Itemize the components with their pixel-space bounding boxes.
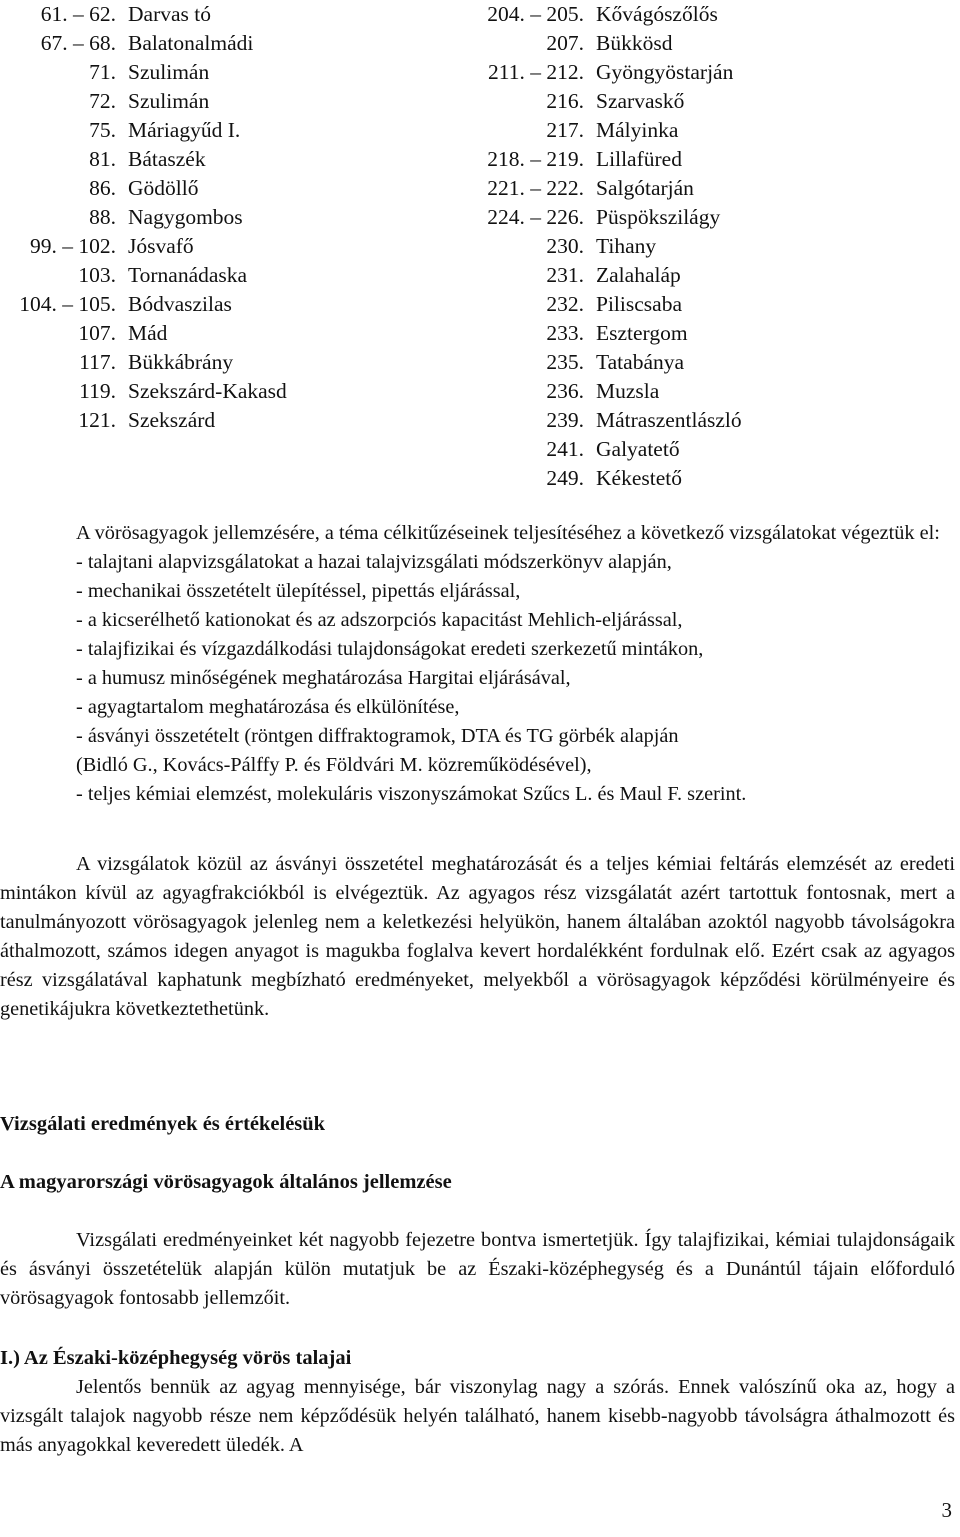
site-name: Kővágószőlős [596, 2, 718, 26]
site-number: 235. [546, 350, 584, 374]
site-name: Gyöngyöstarján [596, 60, 734, 84]
site-number: 231. [546, 263, 584, 287]
site-name: Szekszárd-Kakasd [128, 379, 287, 403]
results-paragraph: Vizsgálati eredményeinket két nagyobb fejezetre bontva ismertetjük. Így talajfizikai, kémiai tulajdonságaik és ásványi összetételük alapján külön mutatjuk be az Északi-középhegység és a Dunántúl tájain előforduló vörösagyagok fontosabb jellemzőit. [0, 1229, 955, 1309]
site-number: 221. – 222. [487, 176, 584, 200]
site-name: Tihany [596, 234, 657, 258]
site-number: 119. [79, 379, 116, 403]
site-number: 61. – 62. [40, 2, 116, 26]
site-row [440, 174, 742, 203]
site-name: Mátraszentlászló [596, 408, 742, 432]
site-row [440, 290, 742, 319]
site-number: 241. [546, 437, 584, 461]
site-row [440, 377, 742, 406]
site-row [0, 377, 287, 406]
site-name: Szarvaskő [596, 89, 685, 113]
site-number: 72. [89, 89, 116, 113]
site-name: Mályinka [596, 118, 679, 142]
site-row [440, 203, 742, 232]
site-row [0, 261, 287, 290]
site-name: Szekszárd [128, 408, 216, 432]
site-number: 239. [546, 408, 584, 432]
site-row [440, 435, 742, 464]
site-row [440, 58, 742, 87]
site-name: Lillafüred [596, 147, 682, 171]
site-name: Bátaszék [128, 147, 206, 171]
site-name: Tornanádaska [128, 263, 248, 287]
list-item: - talajfizikai és vízgazdálkodási tulajdonságokat eredeti szerkezetű mintákon, [76, 638, 704, 660]
site-number: 232. [546, 292, 584, 316]
site-number: 230. [546, 234, 584, 258]
site-number: 71. [89, 60, 116, 84]
site-name: Balatonalmádi [128, 31, 254, 55]
site-name: Püspökszilágy [596, 205, 721, 229]
site-name: Gödöllő [128, 176, 199, 200]
site-number: 233. [546, 321, 584, 345]
site-name: Kékestető [596, 466, 682, 490]
site-number: 207. [546, 31, 584, 55]
site-row [0, 145, 287, 174]
site-number: 218. – 219. [487, 147, 584, 171]
region-heading: I.) Az Északi-középhegység vörös talajai [0, 1347, 352, 1369]
site-row [440, 232, 742, 261]
region-paragraph: Jelentős bennük az agyag mennyisége, bár viszonylag nagy a szórás. Ennek valószínű oka az, hogy a vizsgált talajok nagyobb része nem képződésük helyén található, hanem kisebb-nagyobb távolságra áthalmozott és más anyagokkal keveredett üledék. A [0, 1376, 955, 1456]
site-row [440, 406, 742, 435]
site-row [0, 58, 287, 87]
site-number: 67. – 68. [40, 31, 116, 55]
list-item: - mechanikai összetételt ülepítéssel, pipettás eljárással, [76, 580, 521, 602]
intro-paragraph: A vörösagyagok jellemzésére, a téma célkitűzéseinek teljesítéséhez a következő vizsgálatokat végeztük el: [76, 522, 940, 544]
site-row [440, 319, 742, 348]
site-number: 211. – 212. [488, 60, 584, 84]
site-name: Nagygombos [128, 205, 243, 229]
site-row [440, 348, 742, 377]
list-item: - talajtani alapvizsgálatokat a hazai talajvizsgálati módszerkönyv alapján, [76, 551, 672, 573]
subsection-heading: A magyarországi vörösagyagok általános jellemzése [0, 1171, 452, 1193]
site-number: 224. – 226. [487, 205, 584, 229]
site-name: Muzsla [596, 379, 660, 403]
site-row [440, 116, 742, 145]
list-item: - teljes kémiai elemzést, molekuláris viszonyszámokat Szűcs L. és Maul F. szerint. [76, 783, 747, 805]
site-row [0, 319, 287, 348]
site-number: 121. [78, 408, 116, 432]
site-name: Szulimán [128, 60, 210, 84]
site-name: Bükkábrány [128, 350, 234, 374]
site-row [440, 464, 742, 493]
site-row [0, 290, 287, 319]
site-row [0, 116, 287, 145]
site-row [440, 0, 742, 29]
site-list-left [0, 0, 287, 435]
list-item: - a kicserélhető kationokat és az adszorpciós kapacitást Mehlich-eljárással, [76, 609, 683, 631]
site-name: Darvas tó [128, 2, 211, 26]
site-row [440, 29, 742, 58]
site-row [0, 348, 287, 377]
site-number: 81. [89, 147, 116, 171]
site-list-right [440, 0, 742, 493]
page-number: 3 [941, 1498, 952, 1522]
site-number: 107. [78, 321, 116, 345]
site-number: 103. [78, 263, 116, 287]
section-heading: Vizsgálati eredmények és értékelésük [0, 1113, 326, 1135]
site-row [0, 232, 287, 261]
site-name: Máriagyűd I. [128, 118, 241, 142]
list-item: (Bidló G., Kovács-Pálffy P. és Földvári M. közreműködésével), [76, 754, 592, 776]
site-name: Jósvafő [128, 234, 194, 258]
site-name: Zalahaláp [596, 263, 681, 287]
site-name: Tatabánya [596, 350, 685, 374]
site-number: 75. [89, 118, 116, 142]
site-row [0, 87, 287, 116]
site-row [0, 174, 287, 203]
site-row [440, 145, 742, 174]
site-row [0, 203, 287, 232]
list-item: - a humusz minőségének meghatározása Hargitai eljárásával, [76, 667, 571, 689]
site-number: 117. [79, 350, 116, 374]
site-row [0, 406, 287, 435]
site-row [440, 87, 742, 116]
methods-list [0, 548, 955, 809]
site-name: Szulimán [128, 89, 210, 113]
site-name: Galyatető [596, 437, 680, 461]
site-number: 236. [546, 379, 584, 403]
site-row [0, 29, 287, 58]
site-number: 249. [546, 466, 584, 490]
site-number: 104. – 105. [19, 292, 116, 316]
site-number: 86. [89, 176, 116, 200]
site-row [440, 261, 742, 290]
analysis-paragraph: A vizsgálatok közül az ásványi összetétel meghatározását és a teljes kémiai feltárás elemzését az eredeti mintákon kívül az agyagfrakciókból is elvégeztük. Az agyagos rész vizsgálatát azért tartottuk fontosnak, mert a tanulmányozott vörösagyagok jelenleg nem a keletkezési helyükön, hanem általában azoktól nagyobb távolságokra áthalmozott, számos idegen anyagot is magukba foglalva kevert hordalékként fordulnak elő. Ezért csak az agyagos rész vizsgálatával kaphatunk megbízható eredményeket, melyekből a vörösagyagok képződési körülményeire és genetikájukra következtethetünk. [0, 853, 955, 1020]
site-name: Piliscsaba [596, 292, 682, 316]
site-name: Salgótarján [596, 176, 694, 200]
site-name: Bükkösd [596, 31, 673, 55]
list-item: - agyagtartalom meghatározása és elkülönítése, [76, 696, 460, 718]
site-name: Bódvaszilas [128, 292, 232, 316]
list-item: - ásványi összetételt (röntgen diffraktogramok, DTA és TG görbék alapján [76, 725, 679, 747]
site-number: 217. [546, 118, 584, 142]
site-number: 216. [546, 89, 584, 113]
site-name: Esztergom [596, 321, 688, 345]
methods-section [0, 519, 955, 809]
site-name: Mád [128, 321, 168, 345]
site-number: 88. [89, 205, 116, 229]
site-number: 204. – 205. [487, 2, 584, 26]
site-row [0, 0, 287, 29]
site-number: 99. – 102. [30, 234, 116, 258]
